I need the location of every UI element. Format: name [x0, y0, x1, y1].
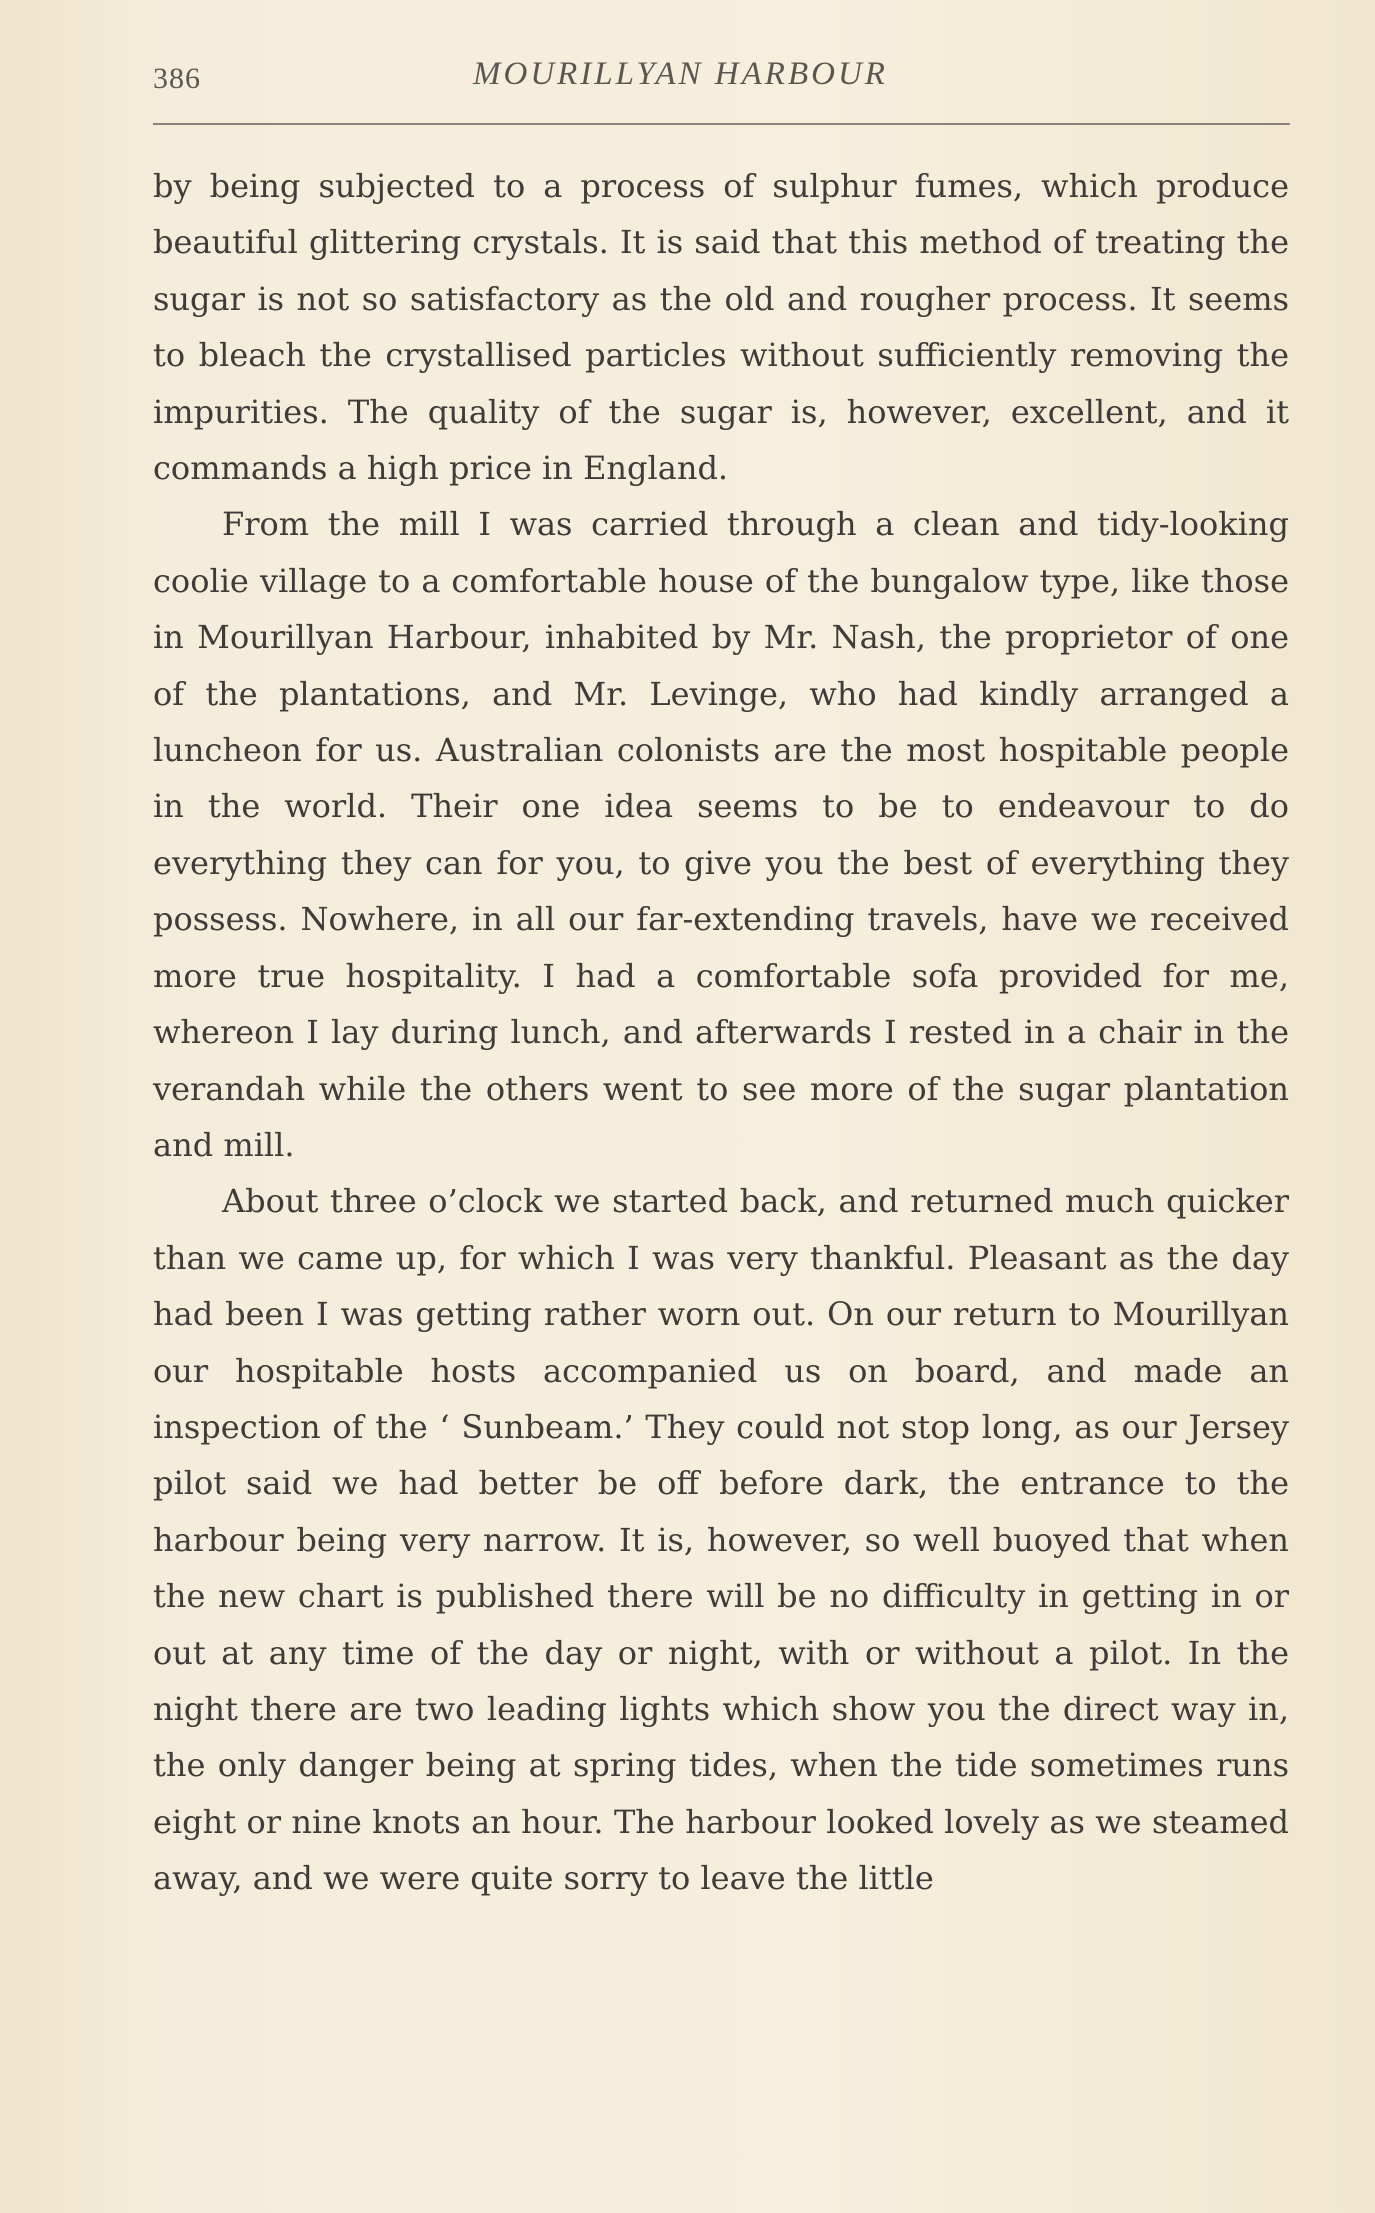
paragraph-continued: by being subjected to a process of sulphur fumes, which produce beautiful glittering crystals. It is said that this method of treating the sugar is not so satisfactory as the old and rougher process. It seems to bleach the crystallised particles without sufficiently removing the impurities. The quality of the sugar is, however, excellent, and it commands a high price in England. — [153, 167, 1289, 488]
paragraph: From the mill I was carried through a clean and tidy-looking coolie village to a comfortable house of the bungalow type, like those in Mourillyan Harbour, inhabited by Mr. Nash, the proprietor of one of the plantations, and Mr. Levinge, who had kindly arranged a luncheon for us. Australian colonists are the most hospitable people in the world. Their one idea seems to be to endeavour to do everything they can for you, to give you the best of everything they possess. Nowhere, in all our far-extending travels, have we received more true hospitality. I had a comfortable sofa provided for me, whereon I lay during lunch, and afterwards I rested in a chair in the verandah while the others went to see more of the sugar plantation and mill. — [153, 505, 1289, 1164]
body-text — [153, 158, 1289, 1907]
page-number: 386 — [153, 62, 201, 95]
paragraph: About three o’clock we started back, and returned much quicker than we came up, for which I was very thankful. Pleasant as the day had been I was getting rather worn out. On our return to Mourillyan our hospitable hosts accompanied us on board, and made an inspection of the ‘ Sunbeam.’ They could not stop long, as our Jersey pilot said we had better be off before dark, the entrance to the harbour being very narrow. It is, however, so well buoyed that when the new chart is published there will be no difficulty in getting in or out at any time of the day or night, with or without a pilot. In the night there are two leading lights which show you the direct way in, the only danger being at spring tides, when the tide sometimes runs eight or nine knots an hour. The harbour looked lovely as we steamed away, and we were quite sorry to leave the little — [153, 1182, 1289, 1898]
running-title: MOURILLYAN HARBOUR — [473, 56, 888, 92]
header-rule — [153, 123, 1290, 125]
page-header — [153, 56, 1293, 106]
